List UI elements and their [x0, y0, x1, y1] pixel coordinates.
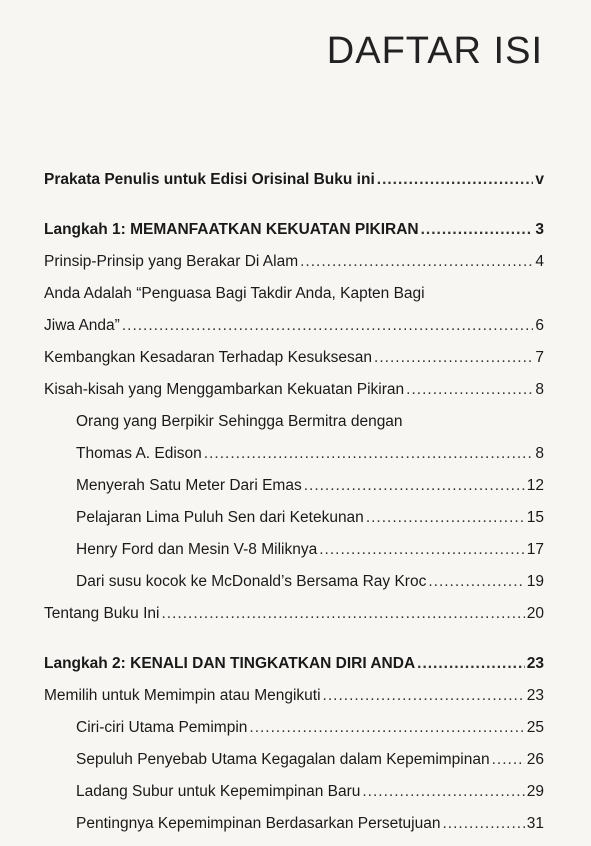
toc-entry-label: Prakata Penulis untuk Edisi Orisinal Buku ini — [44, 171, 375, 188]
toc-entry-page: 15 — [526, 509, 544, 526]
toc-entry-label: Memilih untuk Memimpin atau Mengikuti — [44, 687, 321, 704]
toc-subentry[interactable] — [44, 476, 544, 496]
leader-dots — [161, 604, 524, 624]
toc-entry-label: Ciri-ciri Utama Pemimpin — [76, 719, 248, 736]
toc-subentry-label-line1[interactable]: Orang yang Berpikir Sehingga Bermitra dengan — [76, 413, 403, 430]
leader-dots — [300, 252, 533, 272]
toc-entry-page: 19 — [526, 573, 544, 590]
leader-dots — [122, 316, 534, 336]
toc-entry-page: 6 — [535, 317, 544, 334]
leader-dots — [366, 508, 525, 528]
toc-entry-page: 26 — [526, 751, 544, 768]
toc-entry-page: 31 — [526, 815, 544, 832]
toc-entry-label-line2: Thomas A. Edison — [76, 445, 202, 462]
toc-entry[interactable] — [44, 348, 544, 368]
toc-subentry[interactable] — [44, 572, 544, 592]
toc-entry-page: v — [535, 171, 544, 188]
toc-entry-label: Henry Ford dan Mesin V-8 Miliknya — [76, 541, 318, 558]
leader-dots — [374, 348, 533, 368]
leader-dots — [442, 814, 524, 834]
toc-subentry[interactable] — [44, 444, 544, 464]
toc-entry-page: 8 — [535, 445, 544, 462]
toc-subentry[interactable] — [44, 782, 544, 802]
toc-entry-label: Menyerah Satu Meter Dari Emas — [76, 477, 302, 494]
toc-section-label: Langkah 1: MEMANFAATKAN KEKUATAN PIKIRAN — [44, 221, 419, 238]
leader-dots — [304, 476, 525, 496]
leader-dots — [323, 686, 525, 706]
toc-subentry[interactable] — [44, 540, 544, 560]
leader-dots — [249, 718, 524, 738]
toc-section-page: 23 — [526, 655, 544, 672]
page-title: DAFTAR ISI — [326, 30, 543, 72]
toc-entry-label: Sepuluh Penyebab Utama Kegagalan dalam Kepemimpinan — [76, 751, 490, 768]
leader-dots — [421, 220, 534, 240]
toc-entry-page: 23 — [526, 687, 544, 704]
toc-subentry[interactable] — [44, 718, 544, 738]
toc-entry-page: 25 — [526, 719, 544, 736]
toc-entry[interactable] — [44, 252, 544, 272]
toc-entry[interactable] — [44, 316, 544, 336]
toc-subentry[interactable] — [44, 508, 544, 528]
leader-dots — [428, 572, 524, 592]
toc-subentry[interactable] — [44, 750, 544, 770]
toc-entry-label: Kisah-kisah yang Menggambarkan Kekuatan Pikiran — [44, 381, 405, 398]
leader-dots — [319, 540, 525, 560]
leader-dots — [417, 654, 525, 674]
toc-entry-page: 17 — [526, 541, 544, 558]
toc-entry[interactable] — [44, 380, 544, 400]
toc-subentry[interactable] — [44, 814, 544, 834]
toc-entry-label-line2: Jiwa Anda” — [44, 317, 120, 334]
leader-dots — [377, 170, 534, 190]
toc-entry-page: 20 — [526, 605, 544, 622]
leader-dots — [362, 782, 524, 802]
toc-section-label: Langkah 2: KENALI DAN TINGKATKAN DIRI ANDA — [44, 655, 416, 672]
toc-entry-label-line1[interactable]: Anda Adalah “Penguasa Bagi Takdir Anda, Kapten Bagi — [44, 285, 425, 302]
toc-entry-label: Pelajaran Lima Puluh Sen dari Ketekunan — [76, 509, 364, 526]
toc-entry-label: Kembangkan Kesadaran Terhadap Kesuksesan — [44, 349, 373, 366]
toc-entry-label: Ladang Subur untuk Kepemimpinan Baru — [76, 783, 361, 800]
toc-section-step-2[interactable] — [44, 654, 544, 674]
toc-section-page: 3 — [535, 221, 544, 238]
toc-entry[interactable] — [44, 604, 544, 624]
toc-entry-label: Prinsip-Prinsip yang Berakar Di Alam — [44, 253, 299, 270]
toc-entry-preface[interactable] — [44, 170, 544, 190]
leader-dots — [406, 380, 533, 400]
toc-entry-page: 8 — [535, 381, 544, 398]
toc-entry[interactable] — [44, 686, 544, 706]
toc-entry-page: 12 — [526, 477, 544, 494]
toc-entry-label: Tentang Buku Ini — [44, 605, 160, 622]
leader-dots — [492, 750, 525, 770]
toc-entry-label: Dari susu kocok ke McDonald’s Bersama Ray Kroc — [76, 573, 427, 590]
leader-dots — [204, 444, 534, 464]
toc-section-step-1[interactable] — [44, 220, 544, 240]
toc-entry-page: 29 — [526, 783, 544, 800]
toc-entry-page: 4 — [535, 253, 544, 270]
toc-entry-page: 7 — [535, 349, 544, 366]
toc-entry-label: Pentingnya Kepemimpinan Berdasarkan Persetujuan — [76, 815, 441, 832]
table-of-contents — [44, 170, 544, 846]
